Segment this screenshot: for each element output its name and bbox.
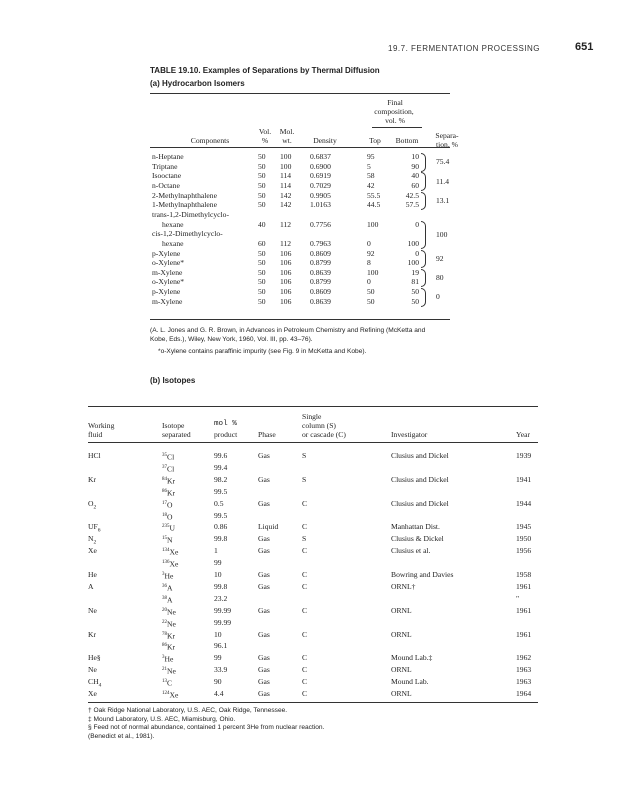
working-fluid-cell: He <box>88 570 97 579</box>
bottom-cell: 100 <box>407 238 419 248</box>
working-fluid-cell: Ne <box>88 665 97 675</box>
component-cell: o-Xylene* <box>152 277 185 287</box>
investigator-cell: Clusius et al. <box>391 546 431 556</box>
molpct-cell: 1 <box>214 546 218 556</box>
bottom-cell: 50 <box>411 296 419 306</box>
component-cell: hexane <box>162 219 184 229</box>
column-cell: C <box>302 605 308 615</box>
vol-header-2: % <box>261 136 269 145</box>
bottom-cell: 0 <box>415 219 419 229</box>
group-brace <box>421 269 426 288</box>
investigator-cell: ORNL <box>391 665 412 675</box>
phase-cell: Gas <box>258 546 270 556</box>
component-cell: n-Octane <box>152 180 180 190</box>
phase-cell: Gas <box>258 665 270 675</box>
molwt-cell: 114 <box>280 171 292 181</box>
vol-cell: 50 <box>258 171 266 181</box>
top-cell: 50 <box>367 287 375 297</box>
part-b-title: (b) Isotopes <box>150 376 196 385</box>
density-cell: 0.8639 <box>310 267 331 277</box>
year-cell: 1964 <box>516 689 532 698</box>
phase-cell: Gas <box>258 653 270 663</box>
year-cell: " <box>516 593 520 603</box>
phase-cell: Liquid <box>258 522 279 532</box>
top-cell: 92 <box>367 248 375 258</box>
table-title: TABLE 19.10. Examples of Separations by Thermal Diffusion <box>150 66 380 75</box>
table-bottom-rule <box>150 319 450 320</box>
isotope-cell: $^{136}$Xe <box>162 559 179 569</box>
molwt-cell: 106 <box>280 287 292 297</box>
isotope-cell: $^{22}$Ne <box>162 619 176 629</box>
column-cell: C <box>302 629 308 639</box>
column-cell: C <box>302 546 308 556</box>
group-brace <box>421 172 426 191</box>
isotope-cell: $^{78}$Kr <box>162 631 176 641</box>
column-cell: C <box>302 653 308 663</box>
year-cell: 1956 <box>516 546 532 556</box>
top-cell: 8 <box>367 258 371 268</box>
component-cell: 1-Methylnaphthalene <box>152 200 217 210</box>
working-fluid-cell: $UF_6$ <box>88 522 101 534</box>
molwt-cell: 114 <box>280 180 292 190</box>
header-bottom-rule <box>150 147 450 148</box>
investigator-cell: Bowring and Davies <box>391 570 454 579</box>
component-cell: p-Xylene <box>152 287 181 297</box>
molpct-cell: 4.4 <box>214 689 224 698</box>
component-cell: hexane <box>162 238 184 248</box>
bottom-cell: 19 <box>411 267 419 277</box>
phase-cell: Gas <box>258 534 270 544</box>
final-header-3: vol. % <box>385 116 405 125</box>
isotope-footnote: § Feed not of normal abundance, contained 1 percent 3He from nuclear reaction. <box>88 724 325 732</box>
working-fluid-cell: $N_2$ <box>88 534 97 546</box>
isotope-cell: $^{86}$Kr <box>162 642 176 652</box>
molpct-cell: 99 <box>214 558 222 568</box>
separation-cell: 75.4 <box>436 157 450 167</box>
column-cell: C <box>302 522 308 532</box>
running-head: 19.7. FERMENTATION PROCESSING <box>388 44 541 53</box>
vol-cell: 50 <box>258 277 266 287</box>
top-header: Top <box>369 136 381 145</box>
bottom-cell: 57.5 <box>405 200 419 210</box>
working-fluid-cell: A <box>88 581 94 591</box>
mol-header-2: wt. <box>282 136 292 145</box>
part-a-source: (A. L. Jones and G. R. Brown, in Advances in Petroleum Chemistry and Refining (McKetta and Kobe, Eds.), Wiley, New York, 1960, Vol. III, pp. 43–76). <box>150 327 426 343</box>
vol-cell: 50 <box>258 287 266 297</box>
phase-cell: Gas <box>258 677 270 687</box>
molpct-cell: 90 <box>214 677 222 687</box>
molpct-cell: 99.5 <box>214 486 228 496</box>
year-cell: 1961 <box>516 581 532 591</box>
molpct-cell: 98.2 <box>214 474 228 484</box>
vol-cell: 50 <box>258 161 266 171</box>
isotope-header-2: separated <box>162 430 191 439</box>
molwt-cell: 106 <box>280 248 292 258</box>
bottom-header: Bottom <box>395 136 419 145</box>
working-fluid-cell: Kr <box>88 629 97 639</box>
density-cell: 0.7029 <box>310 180 331 190</box>
molpct-cell: 99.8 <box>214 534 228 544</box>
isotope-top-rule <box>88 406 538 407</box>
molpct-cell: 99 <box>214 653 222 663</box>
isotope-cell: $^3$He <box>162 654 174 664</box>
vol-cell: 50 <box>258 180 266 190</box>
vol-cell: 50 <box>258 152 266 161</box>
year-cell: 1963 <box>516 665 532 675</box>
column-cell: C <box>302 570 308 579</box>
vol-cell: 60 <box>258 238 266 248</box>
molwt-cell: 106 <box>280 258 292 268</box>
molwt-cell: 142 <box>280 190 292 200</box>
molwt-cell: 106 <box>280 277 292 287</box>
density-cell: 0.8609 <box>310 248 331 258</box>
vol-cell: 50 <box>258 248 266 258</box>
investigator-cell: ORNL <box>391 689 412 698</box>
component-cell: Isooctane <box>152 171 182 181</box>
component-cell: 2-Methylnaphthalene <box>152 190 217 200</box>
density-cell: 0.7963 <box>310 238 331 248</box>
investigator-cell: Clusius and Dickel <box>391 474 449 484</box>
isotope-cell: $^{15}$N <box>162 535 173 545</box>
molpct-header-1: mol % <box>214 420 237 428</box>
molwt-cell: 100 <box>280 152 292 161</box>
investigator-header: Investigator <box>391 430 428 439</box>
isotope-cell: $^3$He <box>162 571 174 581</box>
separation-cell: 80 <box>436 273 444 283</box>
phase-header: Phase <box>258 430 276 439</box>
separation-cell: 13.1 <box>436 195 450 205</box>
working-fluid-cell: Xe <box>88 689 97 698</box>
component-cell: m-Xylene <box>152 267 183 277</box>
isotope-cell: $^{35}$Cl <box>162 452 175 462</box>
top-cell: 100 <box>367 267 379 277</box>
year-cell: 1945 <box>516 522 532 532</box>
density-cell: 0.9905 <box>310 190 331 200</box>
molpct-cell: 99.8 <box>214 581 228 591</box>
working-fluid-cell: $CH_4$ <box>88 677 102 689</box>
year-header: Year <box>516 430 530 439</box>
bottom-cell: 100 <box>407 258 419 268</box>
phase-cell: Gas <box>258 581 270 591</box>
year-cell: 1958 <box>516 570 532 579</box>
group-brace <box>421 221 426 249</box>
column-cell: C <box>302 677 308 687</box>
bottom-cell: 40 <box>411 171 419 181</box>
isotope-cell: $^{38}$A <box>162 595 173 605</box>
molpct-cell: 0.5 <box>214 498 224 508</box>
phase-cell: Gas <box>258 570 270 579</box>
part-a-title: (a) Hydrocarbon Isomers <box>150 79 245 88</box>
part-a-footnote: *o-Xylene contains paraffinic impurity (see Fig. 9 in McKetta and Kobe). <box>158 348 367 355</box>
separation-cell: 92 <box>436 253 444 263</box>
column-cell: S <box>302 534 307 544</box>
density-cell: 0.7756 <box>310 219 331 229</box>
year-cell: 1939 <box>516 451 532 460</box>
column-cell: S <box>302 474 307 484</box>
bottom-cell: 10 <box>411 152 419 161</box>
density-header: Density <box>313 136 337 145</box>
top-cell: 0 <box>367 277 371 287</box>
working-header-1: Working <box>88 421 115 430</box>
isotope-cell: $^{37}$Cl <box>162 464 175 474</box>
component-cell: Triptane <box>152 161 178 171</box>
vol-cell: 50 <box>258 258 266 268</box>
bottom-cell: 60 <box>411 180 419 190</box>
isotope-cell: $^{86}$Kr <box>162 488 176 498</box>
isotope-footnote: (Benedict et al., 1981). <box>88 733 155 741</box>
component-cell: cis-1,2-Dimethylcyclo- <box>152 229 223 239</box>
component-cell: n-Heptane <box>152 152 184 161</box>
working-header-2: fluid <box>88 430 103 439</box>
density-cell: 0.6900 <box>310 161 331 171</box>
working-fluid-cell: He§ <box>88 653 101 663</box>
working-fluid-cell: Ne <box>88 605 97 615</box>
bottom-cell: 81 <box>411 277 419 287</box>
separation-cell: 0 <box>436 292 440 302</box>
bottom-cell: 50 <box>411 287 419 297</box>
isotope-header-rule <box>88 442 538 443</box>
mol-header-1: Mol. <box>279 127 295 136</box>
isotope-cell: $^{84}$Kr <box>162 476 176 486</box>
molpct-cell: 99.99 <box>214 605 232 615</box>
final-sub-rule <box>372 127 422 128</box>
investigator-cell: Clusius and Dickel <box>391 498 449 508</box>
year-cell: 1941 <box>516 474 532 484</box>
isotope-bottom-rule <box>88 702 538 703</box>
isotope-cell: $^{18}$O <box>162 512 173 522</box>
investigator-cell: Clusius & Dickel <box>391 534 444 544</box>
final-header-2: composition, <box>374 107 414 116</box>
bottom-cell: 42.5 <box>405 190 419 200</box>
column-cell: C <box>302 665 308 675</box>
phase-cell: Gas <box>258 629 270 639</box>
molwt-cell: 112 <box>280 219 292 229</box>
component-cell: o-Xylene* <box>152 258 185 268</box>
density-cell: 1.0163 <box>310 200 331 210</box>
vol-header-1: Vol. <box>258 127 272 136</box>
isotope-cell: $^{21}$Ne <box>162 666 176 676</box>
col-header-1: Single <box>302 412 322 421</box>
molpct-cell: 23.2 <box>214 593 228 603</box>
investigator-cell: Mound Lab. <box>391 677 429 687</box>
col-header-2: column (S) <box>302 421 336 430</box>
molwt-cell: 112 <box>280 238 292 248</box>
density-cell: 0.6919 <box>310 171 331 181</box>
top-cell: 0 <box>367 238 371 248</box>
col-header-3: or cascade (C) <box>302 430 346 439</box>
vol-cell: 50 <box>258 296 266 306</box>
sep-header-2: tion, % <box>436 140 458 149</box>
isotope-footnote: ‡ Mound Laboratory, U.S. AEC, Miamisburg, Ohio. <box>88 715 236 723</box>
separation-cell: 100 <box>436 229 448 239</box>
phase-cell: Gas <box>258 451 270 460</box>
density-cell: 0.8639 <box>310 296 331 306</box>
investigator-cell: ORNL <box>391 629 412 639</box>
group-brace <box>421 250 426 269</box>
working-fluid-cell: Xe <box>88 546 97 556</box>
top-cell: 44.5 <box>367 200 381 210</box>
final-header-1: Final <box>387 98 403 107</box>
column-cell: C <box>302 498 308 508</box>
top-cell: 95 <box>367 152 375 161</box>
vol-cell: 50 <box>258 190 266 200</box>
bottom-cell: 0 <box>415 248 419 258</box>
molwt-cell: 100 <box>280 161 292 171</box>
phase-cell: Gas <box>258 689 270 698</box>
bottom-cell: 90 <box>411 161 419 171</box>
density-cell: 0.8799 <box>310 277 331 287</box>
molpct-cell: 0.86 <box>214 522 228 532</box>
year-cell: 1961 <box>516 605 532 615</box>
component-cell: m-Xylene <box>152 296 183 306</box>
density-cell: 0.8799 <box>310 258 331 268</box>
isotope-footnote: † Oak Ridge National Laboratory, U.S. AEC, Oak Ridge, Tennessee. <box>88 707 288 714</box>
molpct-cell: 99.6 <box>214 451 228 460</box>
sep-header-1: Separa- <box>435 131 459 140</box>
investigator-cell: Clusius and Dickel <box>391 451 449 460</box>
molpct-header-2: product <box>214 430 238 439</box>
column-cell: C <box>302 581 308 591</box>
molpct-cell: 99.4 <box>214 462 228 472</box>
vol-cell: 40 <box>258 219 266 229</box>
group-brace <box>421 153 426 172</box>
isotope-cell: $^{13}$C <box>162 678 173 688</box>
isotope-cell: $^{36}$A <box>162 583 173 593</box>
group-brace <box>421 288 426 307</box>
isotope-cell: $^{20}$Ne <box>162 607 176 617</box>
year-cell: 1962 <box>516 653 532 663</box>
density-cell: 0.6837 <box>310 152 331 161</box>
top-cell: 100 <box>367 219 379 229</box>
molpct-cell: 33.9 <box>214 665 228 675</box>
components-header: Components <box>190 136 230 145</box>
group-brace <box>421 192 426 211</box>
working-fluid-cell: Kr <box>88 474 97 484</box>
density-cell: 0.8609 <box>310 287 331 297</box>
investigator-cell: Manhattan Dist. <box>391 522 440 532</box>
component-cell: trans-1,2-Dimethylcyclo- <box>152 209 229 219</box>
page-number: 651 <box>575 41 594 53</box>
top-cell: 58 <box>367 171 375 181</box>
year-cell: 1950 <box>516 534 532 544</box>
top-cell: 55.5 <box>367 190 381 200</box>
molwt-cell: 106 <box>280 296 292 306</box>
molpct-cell: 99.5 <box>214 510 228 520</box>
working-fluid-cell: HCl <box>88 451 101 460</box>
vol-cell: 50 <box>258 200 266 210</box>
column-cell: S <box>302 451 307 460</box>
vol-cell: 50 <box>258 267 266 277</box>
molwt-cell: 142 <box>280 200 292 210</box>
year-cell: 1961 <box>516 629 532 639</box>
molpct-cell: 10 <box>214 629 222 639</box>
isotope-cell: $^{17}$O <box>162 500 173 510</box>
molpct-cell: 96.1 <box>214 641 228 651</box>
molpct-cell: 10 <box>214 570 222 579</box>
molwt-cell: 106 <box>280 267 292 277</box>
investigator-cell: ORNL <box>391 605 412 615</box>
phase-cell: Gas <box>258 498 270 508</box>
year-cell: 1944 <box>516 498 532 508</box>
isotope-header-1: Isotope <box>162 421 185 430</box>
component-cell: p-Xylene <box>152 248 181 258</box>
table-top-rule <box>150 93 450 94</box>
year-cell: 1963 <box>516 677 532 687</box>
phase-cell: Gas <box>258 474 270 484</box>
top-cell: 42 <box>367 180 375 190</box>
investigator-cell: ORNL† <box>391 581 416 591</box>
isotope-cell: $^{134}$Xe <box>162 547 179 557</box>
column-cell: C <box>302 689 308 698</box>
phase-cell: Gas <box>258 605 270 615</box>
isotope-cell: $^{124}$Xe <box>162 690 179 700</box>
top-cell: 5 <box>367 161 371 171</box>
investigator-cell: Mound Lab.‡ <box>391 653 433 663</box>
separation-cell: 11.4 <box>436 176 450 186</box>
molpct-cell: 99.99 <box>214 617 232 627</box>
isotope-cell: $^{235}$U <box>162 523 175 533</box>
working-fluid-cell: $O_2$ <box>88 498 97 511</box>
top-cell: 50 <box>367 296 375 306</box>
